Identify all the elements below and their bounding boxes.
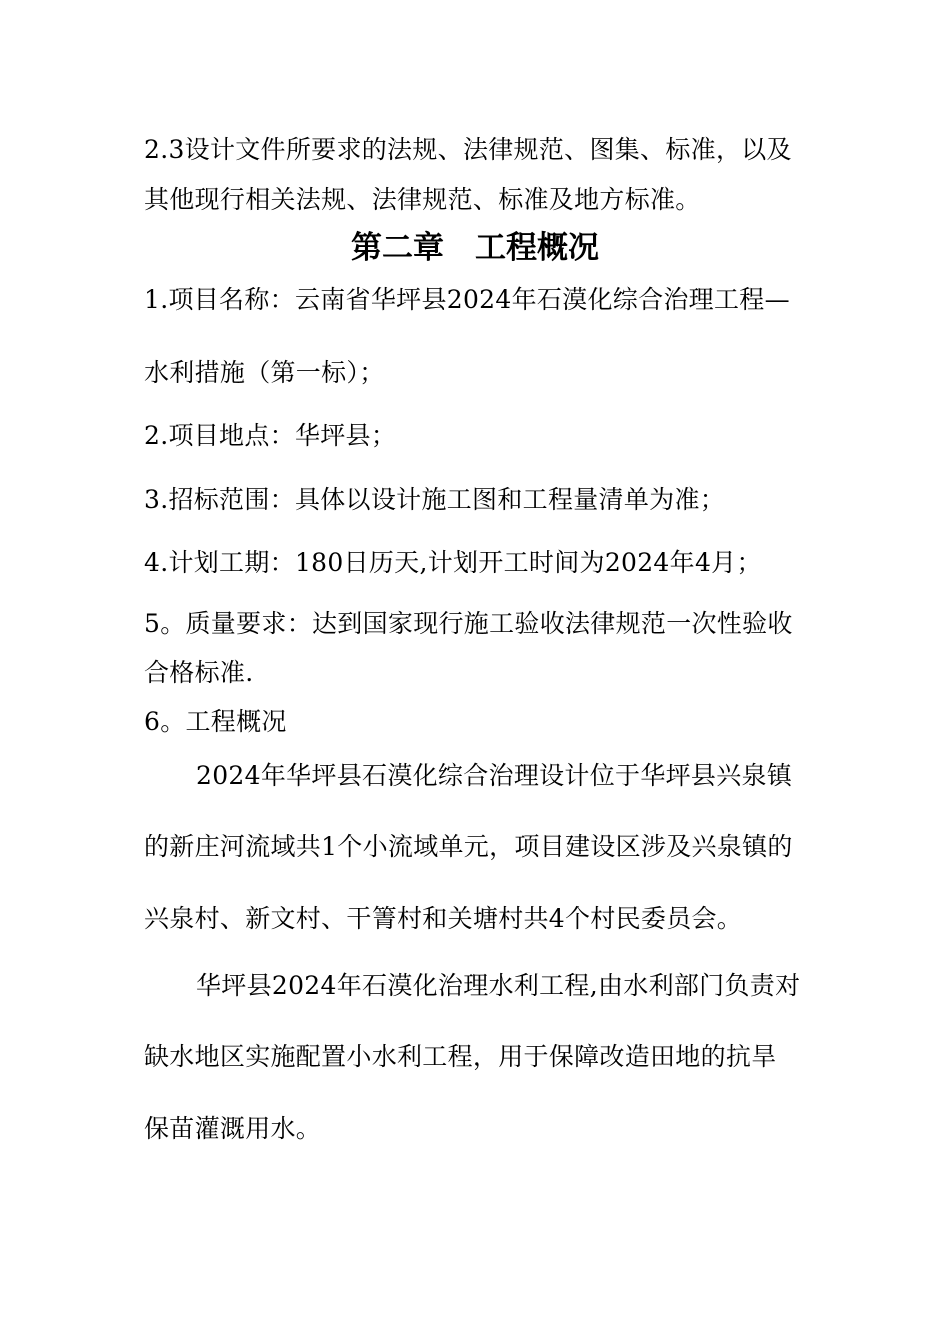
section-2-3-line-2: 其他现行相关法规、法律规范、标准及地方标准。 (144, 185, 701, 214)
item-1-line-1: 1.项目名称：云南省华坪县2024年石漠化综合治理工程— (144, 285, 790, 314)
overview-p2-line-2: 缺水地区实施配置小水利工程，用于保障改造田地的抗旱 (144, 1042, 777, 1071)
item-6: 6。工程概况 (144, 707, 287, 736)
item-2: 2.项目地点：华坪县； (144, 421, 397, 450)
item-5-line-2: 合格标准. (144, 658, 254, 687)
item-5-line-1: 5。质量要求：达到国家现行施工验收法律规范一次性验收 (144, 609, 793, 638)
chapter-title: 第二章 工程概况 (351, 230, 599, 266)
overview-p1-line-1: 2024年华坪县石漠化综合治理设计位于华坪县兴泉镇 (196, 761, 793, 790)
section-2-3-line-1: 2.3设计文件所要求的法规、法律规范、图集、标准，以及 (144, 135, 792, 164)
item-3: 3.招标范围：具体以设计施工图和工程量清单为准； (144, 485, 726, 514)
item-4: 4.计划工期：180日历天,计划开工时间为2024年4月； (144, 548, 762, 577)
overview-p1-line-3: 兴泉村、新文村、干箐村和关塘村共4个村民委员会。 (144, 904, 743, 933)
item-1-line-2: 水利措施（第一标）； (144, 358, 385, 387)
overview-p1-line-2: 的新庄河流域共1个小流域单元，项目建设区涉及兴泉镇的 (144, 832, 793, 861)
overview-p2-line-1: 华坪县2024年石漠化治理水利工程,由水利部门负责对 (196, 971, 801, 1000)
overview-p2-line-3: 保苗灌溉用水。 (144, 1114, 322, 1143)
